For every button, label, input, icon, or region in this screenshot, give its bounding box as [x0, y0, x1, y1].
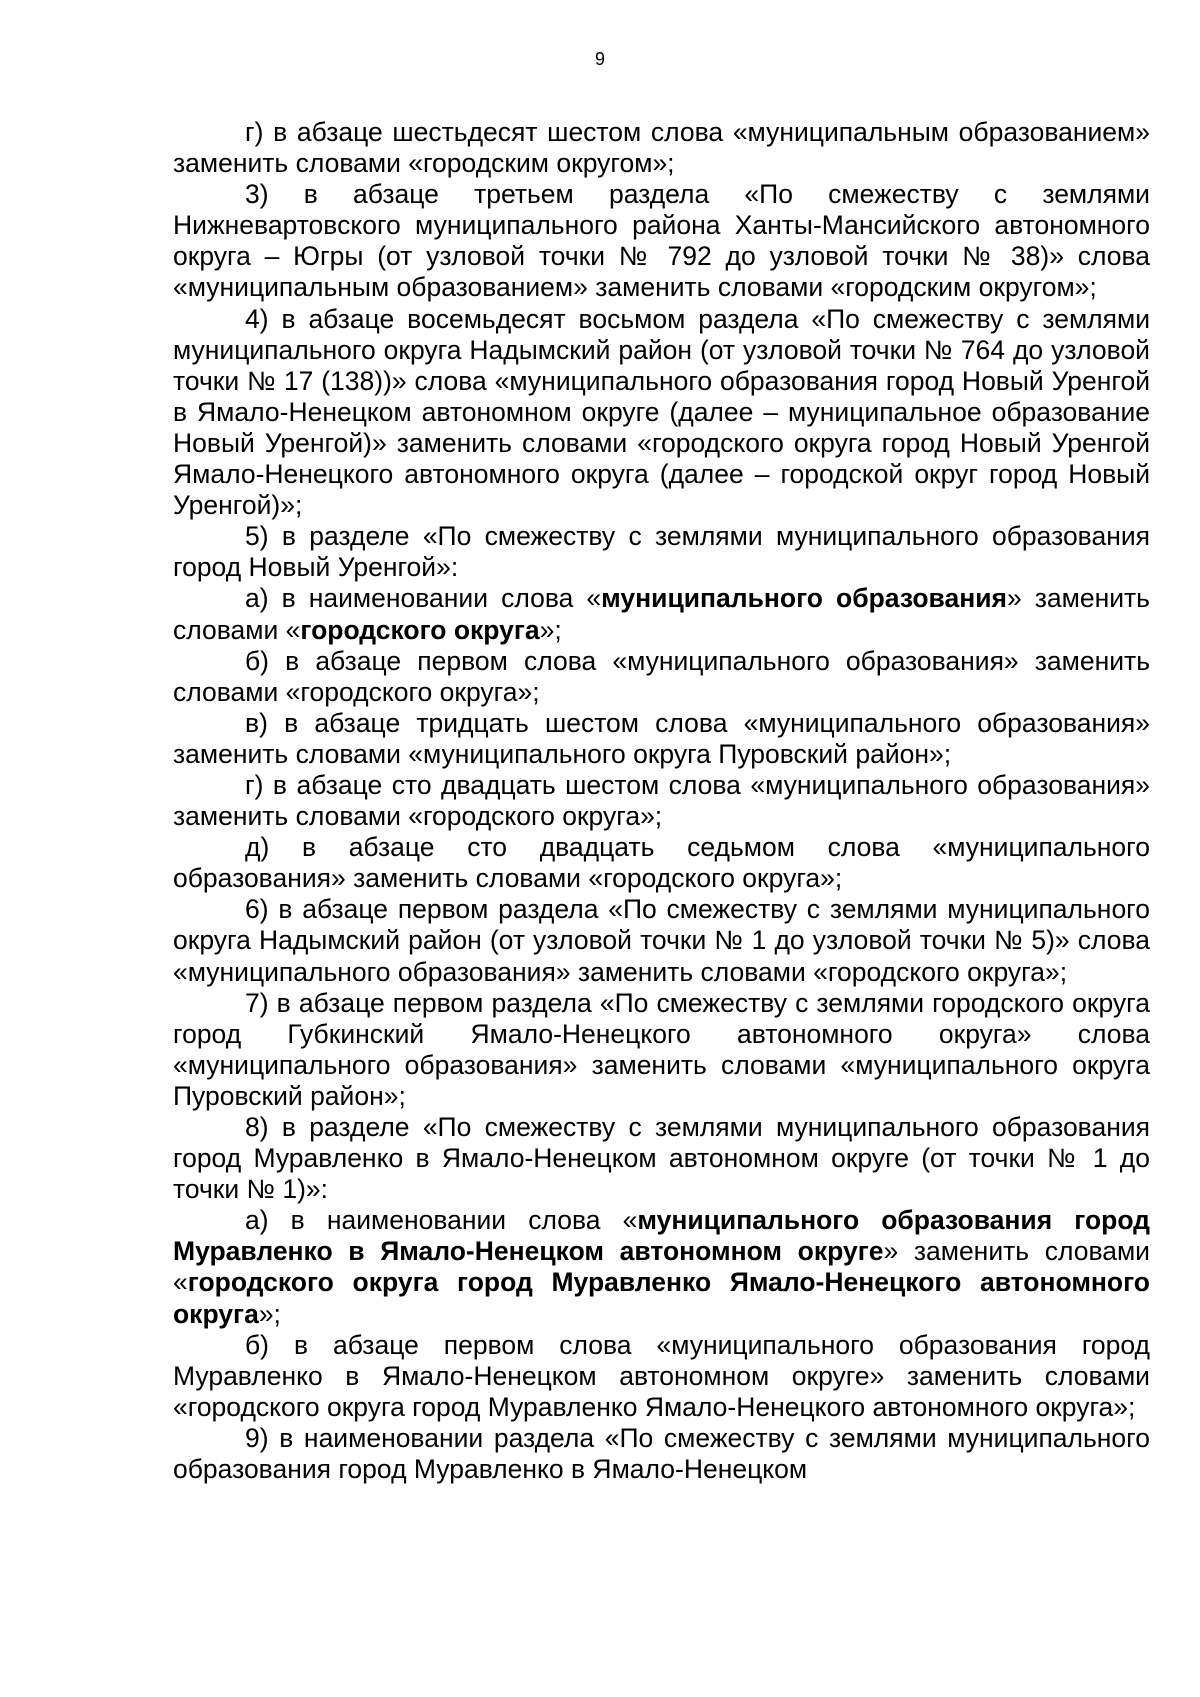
- paragraph-text: д) в абзаце сто двадцать седьмом слова «муниципального образования» заменить словами «городского округа»;: [173, 832, 1150, 894]
- bold-text: городского округа город Муравленко Ямало-Ненецкого автономного округа: [173, 1267, 1150, 1329]
- paragraph: [173, 304, 1150, 522]
- paragraph: [173, 583, 1150, 645]
- paragraph: [173, 1423, 1150, 1485]
- paragraph-text: 4) в абзаце восемьдесят восьмом раздела «По смежеству с землями муниципального округа Надымский район (от узловой точки № 764 до узловой точки № 17 (138))» слова «муниципального образования город Новый Уренгой в Ямало-Ненецком автономном округе (далее – муниципальное образование Новый Уренгой)» заменить словами «городского округа город Новый Уренгой Ямало-Ненецкого автономного округа (далее – городской округ город Новый Уренгой)»;: [173, 303, 1150, 521]
- paragraph-text: 7) в абзаце первом раздела «По смежеству с землями городского округа город Губкинский Ямало-Ненецкого автономного округа» слова «муниципального образования» заменить словами «муниципального округа Пуровский район»;: [173, 987, 1150, 1111]
- paragraph-text: 8) в разделе «По смежеству с землями муниципального образования город Муравленко в Ямало-Ненецком автономном округе (от точки № 1 до точки № 1)»:: [173, 1112, 1150, 1205]
- paragraph: [173, 1330, 1150, 1423]
- bold-text: муниципального образования город Муравленко в Ямало-Ненецком автономном округе: [173, 1205, 1151, 1267]
- paragraph: [173, 894, 1150, 987]
- paragraph-text: » заменить словами «: [173, 1236, 1150, 1298]
- paragraph: [173, 646, 1150, 708]
- paragraph: [173, 708, 1150, 770]
- paragraph: [173, 770, 1150, 832]
- paragraph: [173, 1112, 1150, 1205]
- paragraph-text: б) в абзаце первом слова «муниципального образования город Муравленко в Ямало-Ненецком автономном округе» заменить словами «городского округа город Муравленко Ямало-Ненецкого автономного округа»;: [173, 1329, 1150, 1422]
- page-number: 9: [594, 49, 605, 69]
- document-body: [173, 117, 1150, 1485]
- paragraph-text: 3) в абзаце третьем раздела «По смежеству с землями Нижневартовского муниципального района Ханты-Мансийского автономного округа – Югры (от узловой точки № 792 до узловой точки № 38)» слова «муниципальным образованием» заменить словами «городским округом»;: [173, 179, 1150, 303]
- paragraph: [173, 988, 1150, 1112]
- paragraph-text: »;: [258, 1298, 281, 1329]
- paragraph: [173, 1205, 1150, 1329]
- paragraph-text: в) в абзаце тридцать шестом слова «муниципального образования» заменить словами «муниципального округа Пуровский район»;: [173, 707, 1150, 769]
- paragraph-text: г) в абзаце сто двадцать шестом слова «муниципального образования» заменить словами «городского округа»;: [173, 769, 1150, 832]
- paragraph-text: 9) в наименовании раздела «По смежеству с землями муниципального образования город Муравленко в Ямало-Ненецком: [173, 1422, 1150, 1485]
- paragraph-text: »;: [539, 614, 562, 645]
- bold-text: городского округа: [300, 614, 540, 645]
- paragraph-text: г) в абзаце шестьдесят шестом слова «муниципальным образованием» заменить словами «городским округом»;: [173, 117, 1150, 179]
- paragraph-text: 5) в разделе «По смежеству с землями муниципального образования город Новый Уренгой»:: [173, 521, 1150, 583]
- paragraph: [173, 521, 1150, 583]
- paragraph-text: 6) в абзаце первом раздела «По смежеству с землями муниципального округа Надымский район (от узловой точки № 1 до узловой точки № 5)» слова «муниципального образования» заменить словами «городского округа»;: [173, 894, 1150, 987]
- paragraph: [173, 832, 1150, 894]
- bold-text: муниципального образования: [601, 583, 1007, 614]
- paragraph-text: а) в наименовании слова «: [245, 1205, 638, 1236]
- paragraph: [173, 179, 1150, 303]
- paragraph-text: б) в абзаце первом слова «муниципального образования» заменить словами «городского округа»;: [173, 645, 1150, 707]
- paragraph-text: » заменить словами «: [173, 583, 1150, 645]
- paragraph: [173, 117, 1150, 179]
- paragraph-text: а) в наименовании слова «: [245, 583, 602, 614]
